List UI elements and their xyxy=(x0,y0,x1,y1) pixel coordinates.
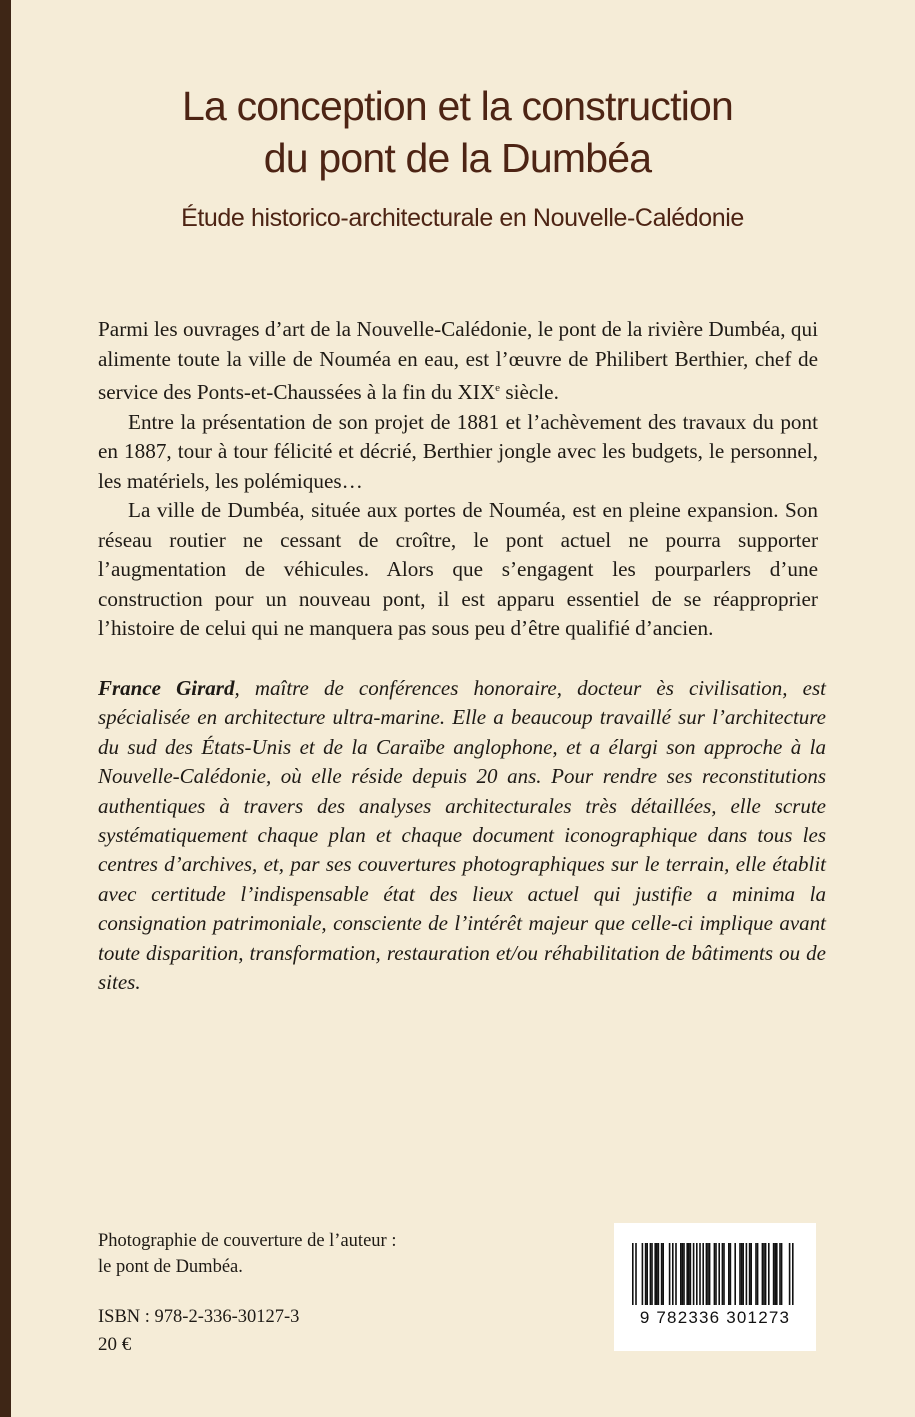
book-title-line-1: La conception et la construction xyxy=(181,83,734,129)
barcode-bar xyxy=(690,1243,692,1305)
book-title-line-2: du pont de la Dumbéa xyxy=(263,135,652,181)
barcode-digits: 9 782336 301273 xyxy=(639,1308,791,1327)
barcode-bar xyxy=(718,1243,720,1305)
barcode-bar xyxy=(635,1243,637,1305)
barcode-bar xyxy=(776,1243,778,1305)
summary-paragraph-1 xyxy=(98,315,818,408)
barcode-bar xyxy=(755,1243,757,1305)
barcode-bar xyxy=(669,1243,671,1305)
barcode-bar xyxy=(661,1243,663,1305)
barcode-bar xyxy=(730,1243,732,1305)
barcode-bar xyxy=(682,1243,684,1305)
barcode-bar xyxy=(762,1243,764,1305)
photo-credit-line-1: Photographie de couverture de l’auteur : xyxy=(98,1231,397,1251)
barcode-bar xyxy=(654,1243,656,1305)
barcode-bar xyxy=(746,1243,748,1305)
barcode-bar xyxy=(750,1243,752,1305)
barcode-bar xyxy=(702,1243,704,1305)
barcode-bar xyxy=(774,1243,776,1305)
barcode-bar xyxy=(686,1243,688,1305)
summary-paragraph-2: Entre la présentation de son projet de 1881 et l’achèvement des travaux du pont en 1887, tour à tour félicité et décrié, Berthier jongle avec les budgets, le personnel, les matériels, les polémiques… xyxy=(98,409,818,493)
barcode-bar xyxy=(779,1243,781,1305)
barcode-bar xyxy=(688,1243,690,1305)
book-subtitle: Étude historico-architecturale en Nouvelle-Calédonie xyxy=(181,204,744,232)
barcode-bar xyxy=(722,1243,724,1305)
barcode-bar xyxy=(739,1243,741,1305)
barcode-bar xyxy=(768,1243,770,1305)
barcode-bar xyxy=(789,1243,791,1305)
barcode-bar xyxy=(632,1243,634,1305)
barcode-bar xyxy=(642,1243,644,1305)
barcode-bar xyxy=(734,1243,736,1305)
barcode-bar xyxy=(699,1243,701,1305)
barcode-bar xyxy=(680,1243,682,1305)
author-biography-text: , maître de conférences honoraire, docteur ès civilisation, est spécialisée en architecture ultra-marine. Elle a beaucoup travaillé sur l’architecture du sud des États-Unis et de la Caraïbe anglophone, et a élargi son approche à la Nouvelle-Calédonie, où elle réside depuis 20 ans. Pour rendre ses reconstitutions authentiques à travers des analyses architecturales très détaillées, elle scrute systématiquement chaque plan et chaque document iconographique dans tous les centres d’archives, et, par ses couvertures photographiques sur le terrain, elle établit avec certitude l’indispensable état des lieux actuel qui justifie a minima la consignation patrimoniale, consciente de l’intérêt majeur que celle-ci implique avant toute disparition, transformation, restauration et/ou réhabilitation de bâtiments ou de sites. xyxy=(98,676,826,995)
barcode-bar xyxy=(645,1243,647,1305)
barcode-bar xyxy=(656,1243,658,1305)
book-summary xyxy=(98,315,818,644)
barcode-bar xyxy=(675,1243,677,1305)
barcode-bar xyxy=(715,1243,717,1305)
author-name: France Girard xyxy=(98,676,235,700)
barcode-bar xyxy=(706,1243,708,1305)
barcode-bar xyxy=(651,1243,653,1305)
barcode-bar xyxy=(723,1243,725,1305)
barcode-bar xyxy=(693,1243,695,1305)
title-block xyxy=(0,80,915,233)
barcode-bar xyxy=(683,1243,685,1305)
barcode-bar xyxy=(662,1243,664,1305)
barcode-bar xyxy=(742,1243,744,1305)
barcode-bar xyxy=(757,1243,759,1305)
barcode-bar xyxy=(646,1243,648,1305)
barcode-bars xyxy=(632,1243,798,1305)
isbn: ISBN : 978-2-336-30127-3 xyxy=(98,1307,300,1327)
barcode-panel xyxy=(614,1223,816,1351)
barcode-bar xyxy=(763,1243,765,1305)
barcode-bar xyxy=(792,1243,794,1305)
barcode-bar xyxy=(749,1243,751,1305)
barcode-bar xyxy=(714,1243,716,1305)
author-biography-paragraph xyxy=(98,674,826,997)
barcode-bar xyxy=(672,1243,674,1305)
barcode-bar xyxy=(773,1243,775,1305)
barcode-bar xyxy=(709,1243,711,1305)
summary-paragraph-3: La ville de Dumbéa, située aux portes de Nouméa, est en pleine expansion. Son réseau routier ne cessant de croître, le pont actuel ne pourra supporter l’augmentation de véhicules. Alors que s’engagent les pourparlers d’une construction pour un nouveau pont, il est apparu essentiel de se réapproprier l’histoire de celui qui ne manquera pas sous peu d’être qualifié d’ancien. xyxy=(98,498,818,641)
summary-paragraph-1-end: siècle. xyxy=(500,380,559,405)
price: 20 € xyxy=(98,1334,132,1355)
summary-paragraph-1-text: Parmi les ouvrages d’art de la Nouvelle-Calédonie, le pont de la rivière Dumbéa, qui alimente toute la ville de Nouméa en eau, est l’œuvre de Philibert Berthier, chef de service des Ponts-et-Chaussées à la fin du XIX xyxy=(98,317,818,405)
author-biography xyxy=(98,674,826,997)
barcode-bar xyxy=(741,1243,743,1305)
century-superscript: e xyxy=(495,382,501,394)
barcode-bar xyxy=(658,1243,660,1305)
photo-credit xyxy=(98,1228,396,1280)
barcode-bar xyxy=(707,1243,709,1305)
barcode-bar xyxy=(728,1243,730,1305)
barcode-bar xyxy=(650,1243,652,1305)
barcode-bar xyxy=(765,1243,767,1305)
photo-credit-line-2: le pont de Dumbéa. xyxy=(98,1257,243,1277)
barcode-bar xyxy=(696,1243,698,1305)
barcode-bar xyxy=(781,1243,783,1305)
